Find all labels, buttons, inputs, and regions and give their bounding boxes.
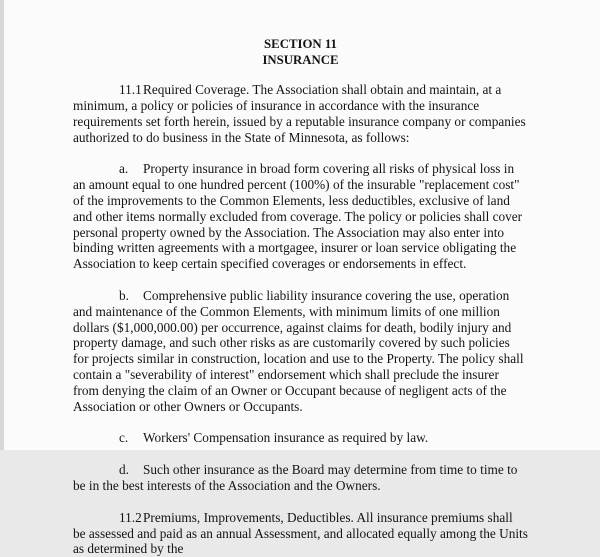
list-item-text: Comprehensive public liability insurance covering the use, operation and maintenance of the Common Elements, with minimum limits of one million dollars ($1,000,000.00) per occurrence, against claims for death, bodily injury and property damage, and such other risks as are customarily covered by such policies for projects similar in construction, location and use to the Property. The policy shall contain a "severability of interest" endorsement which shall preclude the insurer from denying the claim of an Owner or Occupant because of negligent acts of the Association or other Owners or Occupants. [73,287,524,414]
list-item-b [73,288,528,414]
paragraph-number: 11.1 [119,82,142,98]
paragraph-number: 11.2 [119,509,142,525]
list-item-text: Workers' Compensation insurance as required by law. [143,430,429,446]
page-edge-shadow [0,0,4,450]
list-item-marker: c. [119,430,129,446]
paragraph-11-2 [73,510,528,557]
list-item-marker: a. [119,161,129,177]
list-item-marker: b. [119,287,129,303]
list-item-text: Property insurance in broad form covering all risks of physical loss in an amount equal to one hundred percent (100%) of the insurable "replacement cost" of the improvements to the Common Elements, less deductibles, exclusive of land and other items normally excluded from coverage. The policy or policies shall cover personal property owned by the Association. The Association may also enter into binding written agreements with a mortgagee, insurer or loan service obligating the Association to keep certain specified coverages or endorsements in effect. [73,161,523,272]
list-item-d [73,462,528,494]
list-item-a [73,161,528,272]
paragraph-text: Required Coverage. The Association shall obtain and maintain, at a minimum, a policy or policies of insurance in accordance with the insurance requirements set forth herein, issued by a reputable insurance company or companies authorized to do business in the State of Minnesota, as follows: [73,82,526,145]
paragraph-text: Premiums, Improvements, Deductibles. All insurance premiums shall be assessed and paid as an annual Assessment, and allocated equally among the Units as determined by the [73,509,528,557]
list-item-c [73,430,528,446]
list-item-text: Such other insurance as the Board may determine from time to time to be in the best interests of the Association and the Owners. [73,462,518,493]
paragraph-11-1 [73,82,528,145]
section-title: INSURANCE [262,52,339,67]
list-item-marker: d. [119,462,129,478]
section-number: SECTION 11 [264,37,337,51]
